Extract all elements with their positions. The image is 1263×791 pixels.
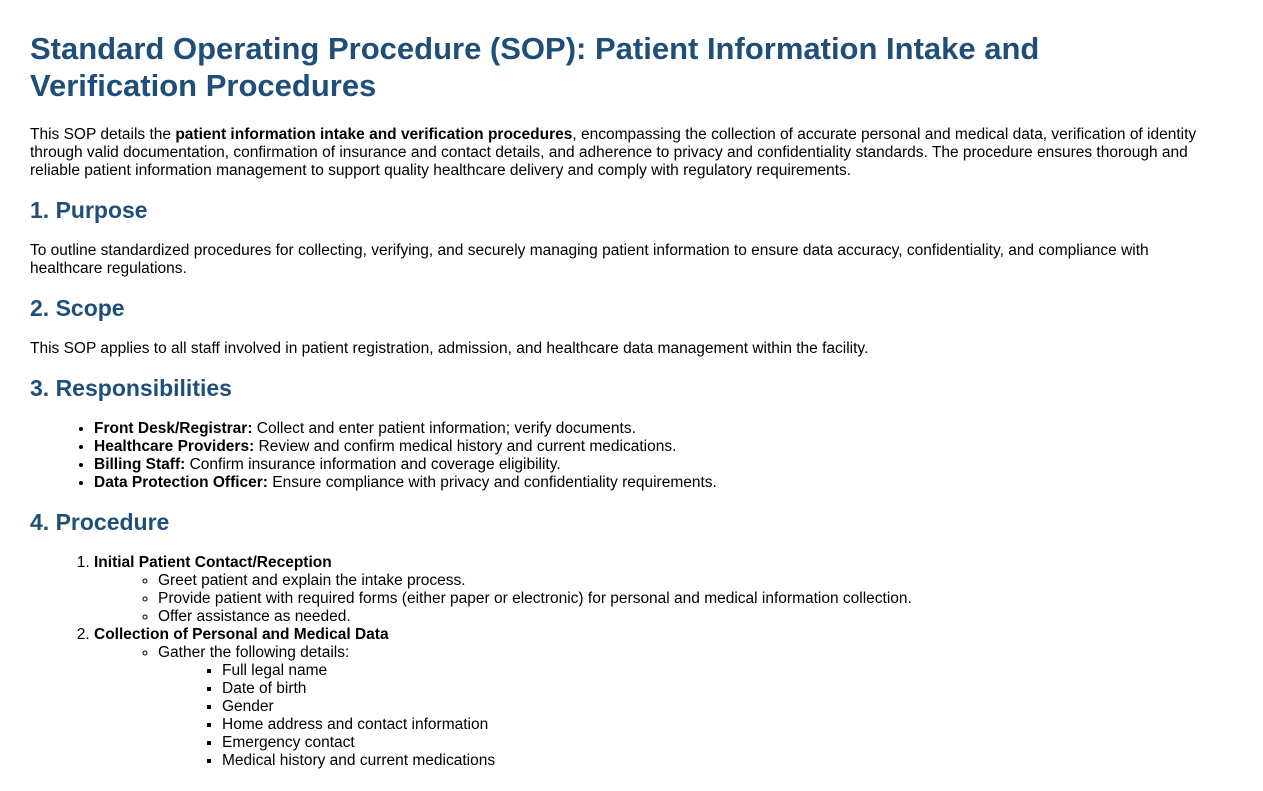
- role-label: Front Desk/Registrar:: [94, 420, 253, 437]
- list-item: ▪ Date of birth: [222, 680, 1200, 698]
- procedure-step: [94, 554, 1200, 626]
- list-item: ◦ Offer assistance as needed.: [158, 608, 1200, 626]
- intro-paragraph: [30, 126, 1200, 180]
- procedure-steps: [30, 554, 1200, 770]
- detail-list: [158, 662, 1200, 770]
- step-title: Initial Patient Contact/Reception: [94, 554, 332, 571]
- list-item: ▪ Emergency contact: [222, 734, 1200, 752]
- substep-text: Gather the following details:: [158, 644, 350, 661]
- intro-text-before: This SOP details the: [30, 126, 176, 143]
- step-substeps: [94, 572, 1200, 626]
- responsibilities-list: [30, 420, 1200, 492]
- list-item: [94, 438, 1200, 456]
- purpose-text: To outline standardized procedures for collecting, verifying, and securely managing patient information to ensure data accuracy, confidentiality, and compliance with healthcare regulations.: [30, 242, 1149, 277]
- role-label: Data Protection Officer:: [94, 474, 268, 491]
- role-description: Collect and enter patient information; verify documents.: [252, 420, 636, 437]
- procedure-heading: 4. Procedure: [30, 509, 170, 535]
- scope-heading: 2. Scope: [30, 295, 125, 321]
- list-item: ▪ Medical history and current medications: [222, 752, 1200, 770]
- list-item: [158, 644, 1200, 770]
- procedure-step: [94, 626, 1200, 770]
- page-title: Standard Operating Procedure (SOP): Patient Information Intake and Verification Procedures: [30, 31, 1040, 103]
- list-item: [94, 474, 1200, 492]
- list-item: ◦ Greet patient and explain the intake process.: [158, 572, 1200, 590]
- role-label: Healthcare Providers:: [94, 438, 255, 455]
- role-description: Review and confirm medical history and current medications.: [254, 438, 677, 455]
- list-item: [94, 420, 1200, 438]
- role-description: Ensure compliance with privacy and confidentiality requirements.: [267, 474, 717, 491]
- responsibilities-heading: 3. Responsibilities: [30, 375, 232, 401]
- step-substeps: [94, 644, 1200, 770]
- list-item: ▪ Home address and contact information: [222, 716, 1200, 734]
- role-label: Billing Staff:: [94, 456, 186, 473]
- list-item: ◦ Provide patient with required forms (either paper or electronic) for personal and medical information collection.: [158, 590, 1200, 608]
- intro-text-after: , encompassing the collection of accurate personal and medical data, verification of identity through valid documentation, confirmation of insurance and contact details, and adherence to privacy and confidentiality standards. The procedure ensures thorough and reliable patient information management to support quality healthcare delivery and comply with regulatory requirements.: [30, 126, 1197, 179]
- list-item: [94, 456, 1200, 474]
- list-item: ▪ Gender: [222, 698, 1200, 716]
- intro-text-bold: patient information intake and verification procedures: [175, 126, 573, 143]
- purpose-heading: 1. Purpose: [30, 197, 148, 223]
- list-item: ▪ Full legal name: [222, 662, 1200, 680]
- step-title: Collection of Personal and Medical Data: [94, 626, 389, 643]
- scope-text: This SOP applies to all staff involved in patient registration, admission, and healthcare data management within the facility.: [30, 340, 869, 357]
- role-description: Confirm insurance information and coverage eligibility.: [185, 456, 561, 473]
